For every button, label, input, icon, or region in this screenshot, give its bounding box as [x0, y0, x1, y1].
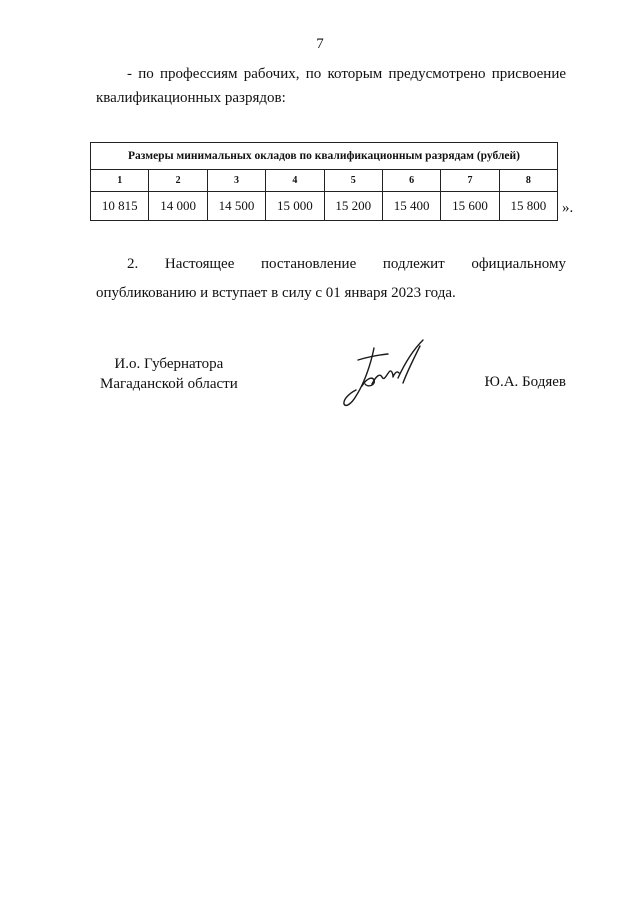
page-number: 7	[316, 36, 324, 52]
salary-table	[90, 142, 558, 221]
salary-cell: 15 000	[266, 192, 324, 221]
grade-cell: 8	[499, 170, 557, 192]
grade-cell: 1	[91, 170, 149, 192]
signer-title-line-1: И.о. Губернатора	[114, 356, 224, 372]
salary-cell: 15 400	[382, 192, 440, 221]
signature-icon	[338, 338, 430, 412]
paragraph-2-line-2: опубликованию и вступает в силу с 01 января 2023 года.	[96, 285, 456, 301]
intro-line-2: квалификационных разрядов:	[96, 90, 286, 106]
salary-cell: 15 600	[441, 192, 499, 221]
paragraph-2	[96, 250, 566, 308]
salary-cell: 15 200	[324, 192, 382, 221]
closing-quote: ».	[562, 200, 574, 216]
grade-cell: 4	[266, 170, 324, 192]
salary-row	[91, 192, 558, 221]
grade-cell: 7	[441, 170, 499, 192]
intro-line-1: - по профессиям рабочих, по которым предусмотрено присвоение	[127, 66, 566, 82]
grade-cell: 2	[149, 170, 207, 192]
salary-cell: 15 800	[499, 192, 557, 221]
signer-name: Ю.А. Бодяев	[484, 374, 566, 390]
grade-cell: 3	[207, 170, 265, 192]
table-title: Размеры минимальных окладов по квалификационным разрядам (рублей)	[91, 143, 558, 170]
grade-cell: 5	[324, 170, 382, 192]
paragraph-2-line-1: 2. Настоящее постановление подлежит официальному	[127, 256, 566, 272]
grade-row	[91, 170, 558, 192]
intro-paragraph	[96, 62, 566, 110]
grade-cell: 6	[382, 170, 440, 192]
signer-title	[100, 354, 238, 394]
salary-cell: 14 000	[149, 192, 207, 221]
salary-cell: 14 500	[207, 192, 265, 221]
table-title-row	[91, 143, 558, 170]
salary-cell: 10 815	[91, 192, 149, 221]
signer-title-line-2: Магаданской области	[100, 376, 238, 392]
